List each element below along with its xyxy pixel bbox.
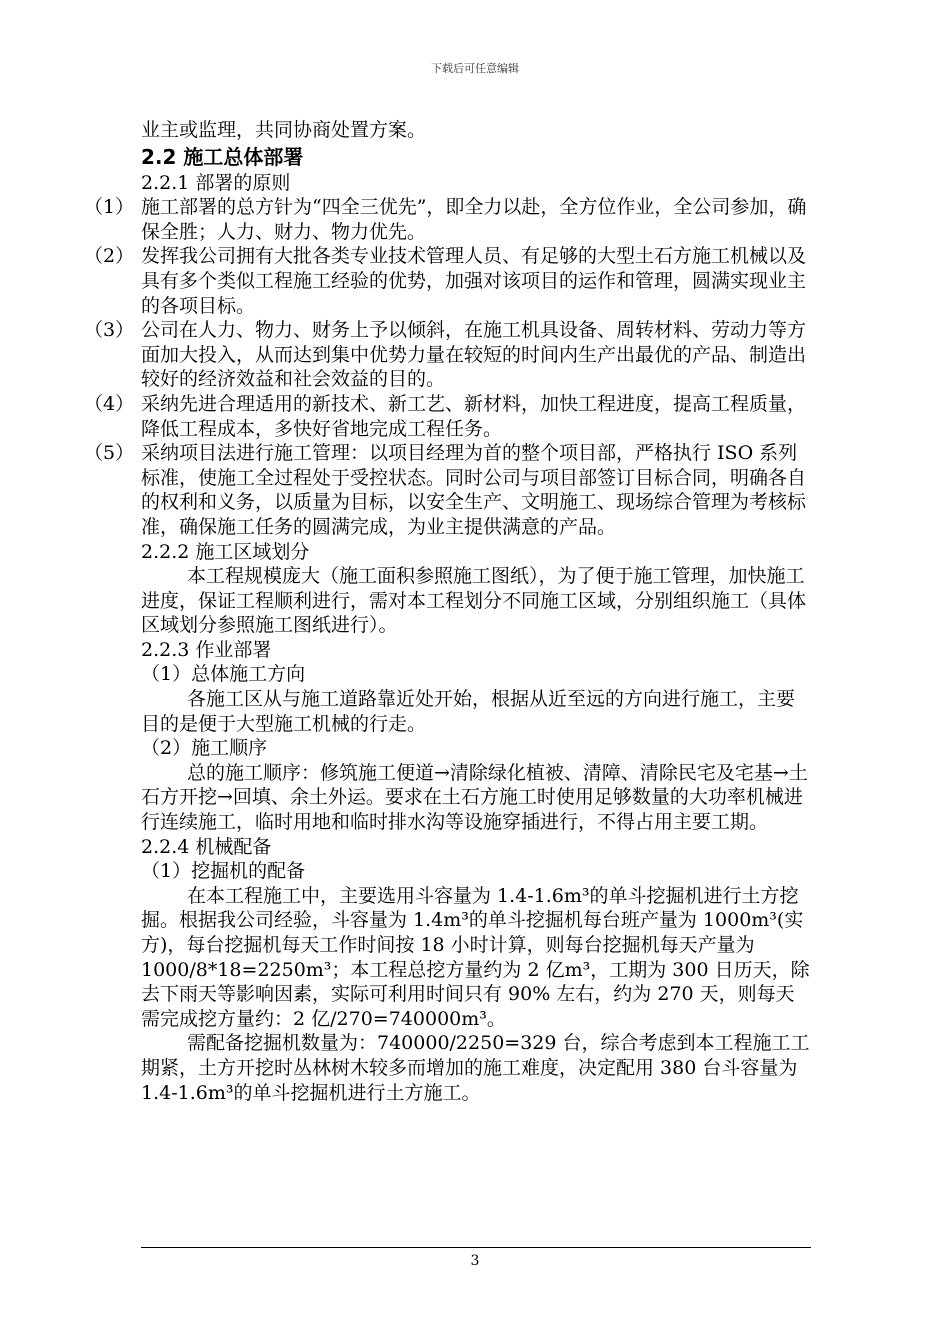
list-item-text: 发挥我公司拥有大批各类专业技术管理人员、有足够的大型土石方施工机械以及具有多个类似工程施工经验的优势，加强对该项目的运作和管理，圆满实现业主的各项目标。 [141, 245, 807, 317]
section-heading-2-2: 2.2 施工总体部署 [141, 144, 304, 169]
subsection-heading-2-2-1: 2.2.1 部署的原则 [141, 171, 291, 194]
list-item-number: （1） [84, 196, 135, 219]
list-item-text: 公司在人力、物力、财务上予以倾斜，在施工机具设备、周转材料、劳动力等方面加大投入，从而达到集中优势力量在较短的时间内生产出最优的产品、制造出较好的经济效益和社会效益的目的。 [141, 319, 807, 391]
principles-list [84, 195, 811, 539]
document-body [84, 118, 811, 1105]
list-item-text: 采纳项目法进行施工管理：以项目经理为首的整个项目部，严格执行 ISO 系列标准，使施工全过程处于受控状态。同时公司与项目部签订目标合同，明确各自的权利和义务，以质量为目标，以安全生产、文明施工、现场综合管理为考核标准，确保施工任务的圆满完成，为业主提供满意的产品。 [141, 442, 807, 538]
list-item [84, 318, 811, 392]
excavator-paragraph-1: 在本工程施工中，主要选用斗容量为 1.4-1.6m³的单斗挖掘机进行土方挖掘。根据我公司经验，斗容量为 1.4m³的单斗挖掘机每台班产量为 1000m³(实方)，每台挖掘机每天工作时间按 18 小时计算，则每台挖掘机每天产量为 1000/8*18=2250m³；本工程总挖方量约为 2 亿m³，工期为 300 日历天，除去下雨天等影响因素，实际可利用时间只有 90% 左右，约为 270 天，则每天需完成挖方量约：2 亿/270=740000m³。 [141, 884, 810, 1030]
excavator-paragraph-2: 需配备挖掘机数量为：740000/2250=329 台，综合考虑到本工程施工工期紧，土方开挖时丛林树木较多而增加的施工难度，决定配用 380 台斗容量为 1.4-1.6m³的单斗挖掘机进行土方施工。 [141, 1032, 810, 1104]
intro-line: 业主或监理，共同协商处置方案。 [141, 119, 427, 141]
zone-paragraph: 本工程规模庞大（施工面积参照施工图纸），为了便于施工管理，加快施工进度，保证工程顺利进行，需对本工程划分不同施工区域，分别组织施工（具体区域划分参照施工图纸进行）。 [141, 565, 807, 637]
list-item [84, 441, 811, 539]
excavator-title: （1）挖掘机的配备 [141, 860, 306, 883]
list-item [84, 392, 811, 441]
list-item-text: 采纳先进合理适用的新技术、新工艺、新材料，加快工程进度，提高工程质量，降低工程成本，多快好省地完成工程任务。 [141, 392, 807, 440]
order-title: （2）施工顺序 [141, 737, 268, 760]
direction-paragraph: 各施工区从与施工道路靠近处开始，根据从近至远的方向进行施工，主要目的是便于大型施工机械的行走。 [141, 688, 796, 735]
list-item [84, 244, 811, 318]
footer-divider [141, 1247, 811, 1248]
list-item-number: （5） [84, 442, 135, 465]
list-item [84, 195, 811, 244]
list-item-number: （4） [84, 392, 135, 415]
list-item-number: （3） [84, 319, 135, 342]
list-item-text: 施工部署的总方针为“四全三优先”，即全力以赴，全方位作业，全公司参加，确保全胜；人力、财力、物力优先。 [141, 196, 807, 243]
page-header: 下载后可任意编辑 [431, 62, 519, 75]
subsection-heading-2-2-4: 2.2.4 机械配备 [141, 835, 272, 858]
order-paragraph: 总的施工顺序：修筑施工便道→清除绿化植被、清障、清除民宅及宅基→土石方开挖→回填、余土外运。要求在土石方施工时使用足够数量的大功率机械进行连续施工，临时用地和临时排水沟等设施穿插进行，不得占用主要工期。 [141, 761, 808, 834]
page-number: 3 [470, 1253, 480, 1269]
direction-title: （1）总体施工方向 [141, 663, 306, 686]
list-item-number: （2） [84, 245, 135, 268]
subsection-heading-2-2-2: 2.2.2 施工区域划分 [141, 540, 310, 563]
subsection-heading-2-2-3: 2.2.3 作业部署 [141, 638, 272, 661]
